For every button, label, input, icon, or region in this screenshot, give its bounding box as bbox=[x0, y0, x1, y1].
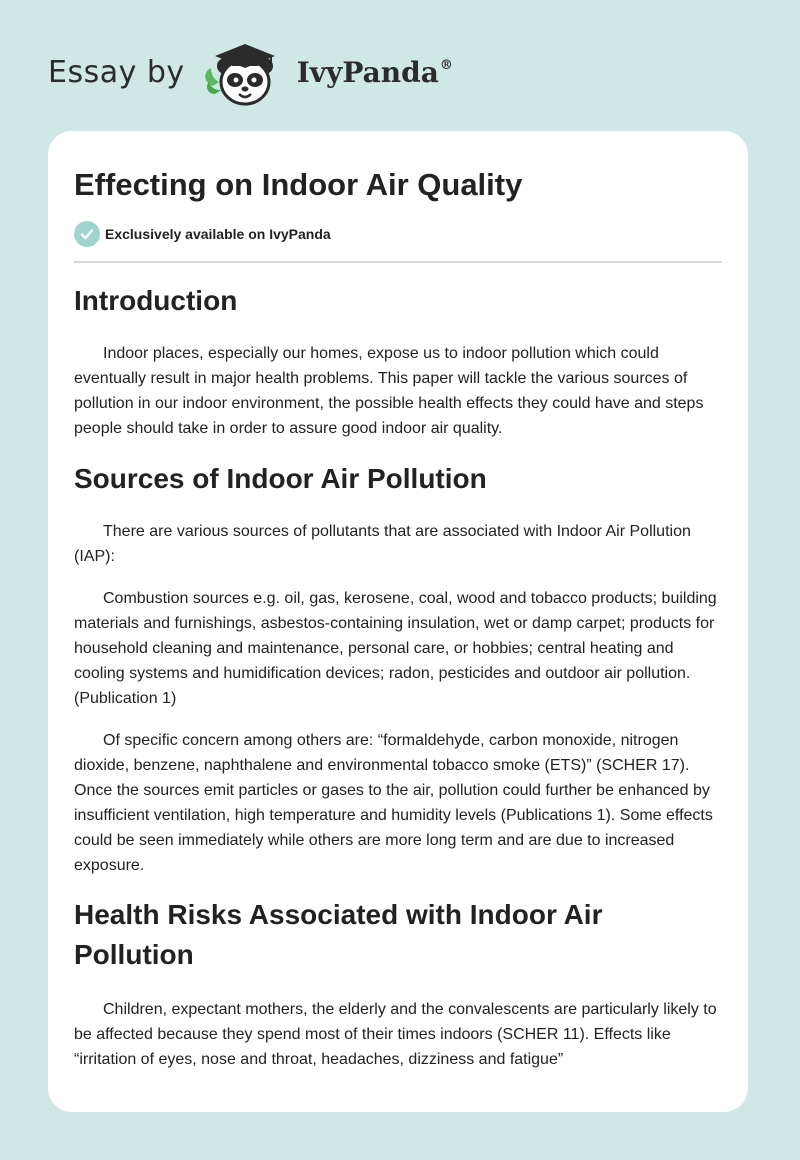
page-title: Effecting on Indoor Air Quality bbox=[74, 167, 523, 202]
essay-by-label: Essay by bbox=[48, 54, 185, 90]
site-header bbox=[48, 36, 453, 108]
exclusive-badge-label: Exclusively available on IvyPanda bbox=[105, 226, 331, 242]
exclusive-badge bbox=[74, 221, 331, 247]
essay-body bbox=[74, 281, 724, 1072]
essay-card bbox=[48, 131, 748, 1112]
section-heading-health-risks: Health Risks Associated with Indoor Air Pollution bbox=[74, 899, 603, 970]
brand-name: IvyPanda® bbox=[296, 55, 453, 89]
section-heading-introduction: Introduction bbox=[74, 285, 238, 316]
checkmark-circle-icon bbox=[74, 221, 100, 247]
panda-graduation-cap-icon bbox=[199, 36, 291, 108]
divider bbox=[74, 261, 722, 263]
paragraph: Children, expectant mothers, the elderly and the convalescents are particularly likely to be affected because they spend most of their times indoors (SCHER 11). Effects like “irritation of eyes, nose and throat, headaches, dizziness and fatigue” bbox=[74, 1001, 717, 1068]
paragraph: There are various sources of pollutants that are associated with Indoor Air Pollution (IAP): bbox=[74, 523, 691, 565]
paragraph: Combustion sources e.g. oil, gas, kerosene, coal, wood and tobacco products; building materials and furnishings, asbestos-containing insulation, wet or damp carpet; products for household cleaning and maintenance, personal care, or hobbies; central heating and cooling systems and humidification devices; radon, pesticides and outdoor air pollution. (Publication 1) bbox=[74, 590, 717, 707]
paragraph: Of specific concern among others are: “formaldehyde, carbon monoxide, nitrogen dioxide, benzene, naphthalene and environmental tobacco smoke (ETS)” (SCHER 17). Once the sources emit particles or gases to the air, pollution could further be enhanced by insufficient ventilation, high temperature and humidity levels (Publications 1). Some effects could be seen immediately while others are more long term and are due to increased exposure. bbox=[74, 732, 713, 874]
paragraph: Indoor places, especially our homes, expose us to indoor pollution which could eventually result in major health problems. This paper will tackle the various sources of pollution in our indoor environment, the possible health effects they could have and steps people should take in order to assure good indoor air quality. bbox=[74, 345, 704, 437]
section-heading-sources: Sources of Indoor Air Pollution bbox=[74, 463, 487, 494]
